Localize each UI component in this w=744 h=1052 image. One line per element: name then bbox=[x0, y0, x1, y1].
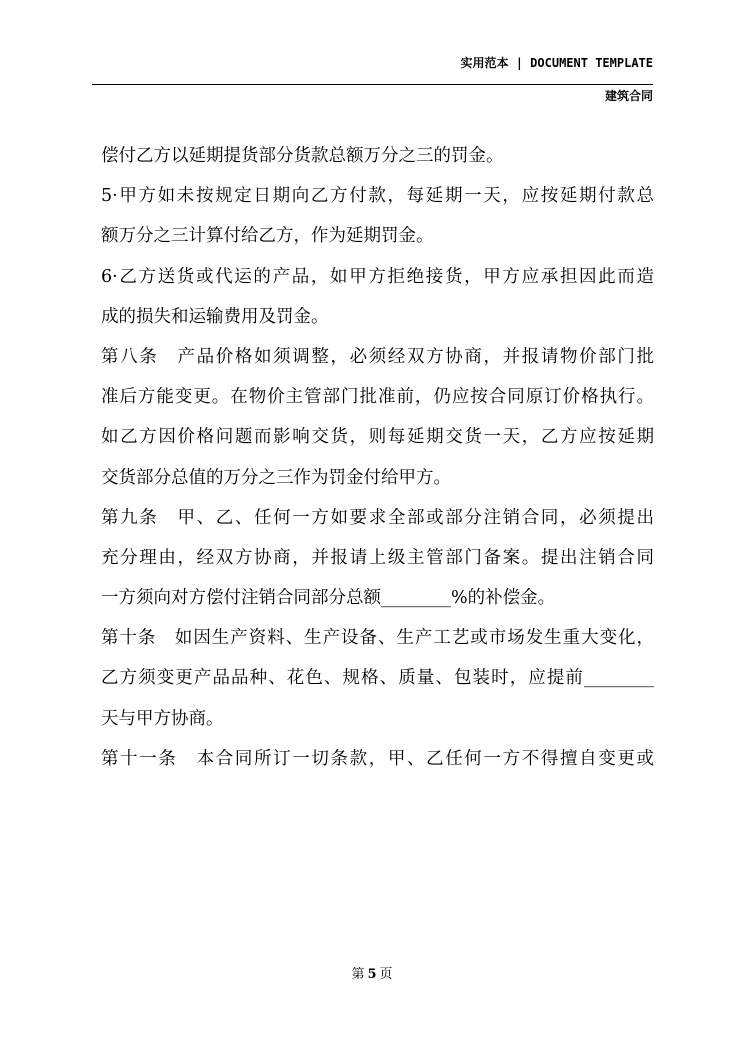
page-number: 5 bbox=[367, 967, 377, 982]
header-title: 实用范本 | DOCUMENT TEMPLATE bbox=[460, 56, 653, 70]
body-line: 天与甲方协商。 bbox=[101, 708, 224, 729]
body-line: 额万分之三计算付给乙方，作为延期罚金。 bbox=[101, 226, 434, 247]
body-line: 乙方须变更产品品种、花色、规格、质量、包装时，应提前________ bbox=[101, 668, 654, 689]
body-line: 6·乙方送货或代运的产品，如甲方拒绝接货，甲方应承担因此而造 bbox=[101, 266, 654, 287]
body-line: 第十一条 本合同所订一切条款，甲、乙任何一方不得擅自变更或 bbox=[101, 748, 654, 769]
body-line: 如乙方因价格问题而影响交货，则每延期交货一天，乙方应按延期 bbox=[101, 427, 654, 448]
body-line: 准后方能变更。在物价主管部门批准前，仍应按合同原订价格执行。 bbox=[101, 387, 654, 408]
body-line: 5·甲方如未按规定日期向乙方付款，每延期一天，应按延期付款总 bbox=[101, 186, 654, 207]
header-divider bbox=[92, 84, 653, 85]
body-line: 一方须向对方偿付注销合同部分总额________%的补偿金。 bbox=[101, 588, 556, 609]
body-line: 第十条 如因生产资料、生产设备、生产工艺或市场发生重大变化， bbox=[101, 628, 654, 649]
body-line: 充分理由，经双方协商，并报请上级主管部门备案。提出注销合同 bbox=[101, 547, 654, 568]
header-subtitle: 建筑合同 bbox=[604, 89, 653, 103]
body-line: 成的损失和运输费用及罚金。 bbox=[101, 306, 329, 327]
body-line: 第九条 甲、乙、任何一方如要求全部或部分注销合同，必须提出 bbox=[101, 507, 654, 528]
page-footer bbox=[0, 963, 744, 982]
document-body bbox=[101, 136, 654, 779]
footer-prefix: 第 bbox=[351, 967, 365, 982]
body-line: 第八条 产品价格如须调整，必须经双方协商，并报请物价部门批 bbox=[101, 346, 654, 367]
body-line: 交货部分总值的万分之三作为罚金付给甲方。 bbox=[101, 467, 451, 488]
body-line: 偿付乙方以延期提货部分货款总额万分之三的罚金。 bbox=[101, 146, 504, 166]
footer-suffix: 页 bbox=[379, 967, 393, 982]
